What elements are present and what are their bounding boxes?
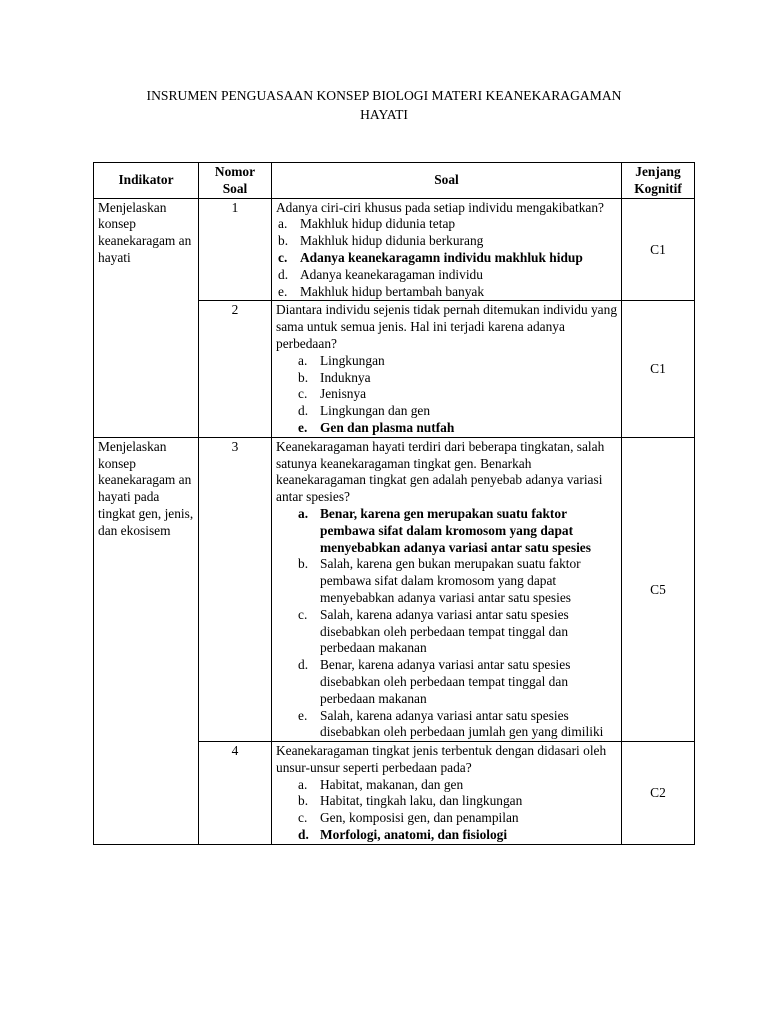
option-e-answer: e. Gen dan plasma nutfah xyxy=(298,419,455,435)
cognitive-level: C1 xyxy=(622,198,695,301)
question-text: Keanekaragaman tingkat jenis terbentuk dengan didasari oleh unsur-unsur seperti perbedaan pada? xyxy=(276,743,607,775)
option-b: b. Habitat, tingkah laku, dan lingkungan xyxy=(298,793,523,809)
question-text: Keanekaragaman hayati terdiri dari beberapa tingkatan, salah satunya keanekaragaman tingkat gen. Benarkah keanekaragaman tingkat gen adalah penyebab adanya variasi antar spesies? xyxy=(276,438,605,505)
title-line-1: INSRUMEN PENGUASAAN KONSEP BIOLOGI MATERI KEANEKARAGAMAN xyxy=(146,88,622,103)
question-cell xyxy=(272,301,622,437)
option-b: b. Salah, karena gen bukan merupakan suatu faktor pembawa sifat dalam kromosom yang dapat menyebabkan adanya variasi antar satu spesies xyxy=(298,556,581,605)
option-e: e. Salah, karena adanya variasi antar satu spesies disebabkan oleh perbedaan jumlah gen yang dimiliki xyxy=(298,707,604,740)
title-line-2: HAYATI xyxy=(360,107,408,122)
question-text: Diantara individu sejenis tidak pernah ditemukan individu yang sama untuk semua jenis. Hal ini terjadi karena adanya perbedaan? xyxy=(276,302,618,351)
indicator-cell: Menjelaskan konsep keanekaragam an hayati pada tingkat gen, jenis, dan ekosisem xyxy=(94,437,199,844)
question-number: 2 xyxy=(199,301,272,437)
option-d: d. Adanya keanekaragaman individu xyxy=(278,266,483,282)
cognitive-level: C2 xyxy=(622,742,695,845)
table-row xyxy=(94,198,695,301)
option-e: e. Makhluk hidup bertambah banyak xyxy=(278,283,485,299)
option-a-answer: a. Benar, karena gen merupakan suatu faktor pembawa sifat dalam kromosom yang dapat menyebabkan adanya variasi antar satu spesies xyxy=(298,505,591,555)
option-a: a. Habitat, makanan, dan gen xyxy=(298,776,464,792)
question-cell xyxy=(272,437,622,741)
header-nomor-line1: Nomor xyxy=(214,164,256,179)
cognitive-level: C5 xyxy=(622,437,695,741)
indicator-cell: Menjelaskan konsep keanekaragam an hayati xyxy=(94,198,199,437)
option-c-answer: c. Adanya keanekaragamn individu makhluk hidup xyxy=(278,249,583,265)
table-row xyxy=(94,437,695,741)
header-jenjang-line1: Jenjang xyxy=(635,164,681,179)
header-indikator: Indikator xyxy=(94,163,199,199)
header-row xyxy=(94,163,695,199)
option-c: c. Salah, karena adanya variasi antar satu spesies disebabkan oleh perbedaan tempat tinggal dan perbedaan makanan xyxy=(298,606,569,656)
cognitive-level: C1 xyxy=(622,301,695,437)
question-number: 4 xyxy=(199,742,272,845)
option-b: b. Makhluk hidup didunia berkurang xyxy=(278,233,484,249)
document-title xyxy=(0,86,768,124)
question-cell xyxy=(272,198,622,301)
option-a: a. Lingkungan xyxy=(298,352,385,368)
option-c: c. Jenisnya xyxy=(298,386,367,402)
instrument-table xyxy=(93,162,695,845)
header-nomor-line2: Soal xyxy=(222,180,248,196)
question-text: Adanya ciri-ciri khusus pada setiap individu mengakibatkan? xyxy=(276,199,604,215)
option-a: a. Makhluk hidup didunia tetap xyxy=(278,216,456,232)
question-number: 1 xyxy=(199,198,272,301)
header-jenjang-line2: Kognitif xyxy=(634,180,682,196)
option-d-answer: d. Morfologi, anatomi, dan fisiologi xyxy=(298,827,508,843)
header-jenjang-kognitif xyxy=(622,163,695,199)
option-d: d. Benar, karena adanya variasi antar satu spesies disebabkan oleh perbedaan tempat tinggal dan perbedaan makanan xyxy=(298,657,571,706)
question-cell xyxy=(272,742,622,845)
header-nomor-soal xyxy=(199,163,272,199)
question-number: 3 xyxy=(199,437,272,741)
option-d: d. Lingkungan dan gen xyxy=(298,403,431,419)
option-c: c. Gen, komposisi gen, dan penampilan xyxy=(298,810,519,826)
header-soal: Soal xyxy=(272,163,622,199)
option-b: b. Induknya xyxy=(298,369,371,385)
